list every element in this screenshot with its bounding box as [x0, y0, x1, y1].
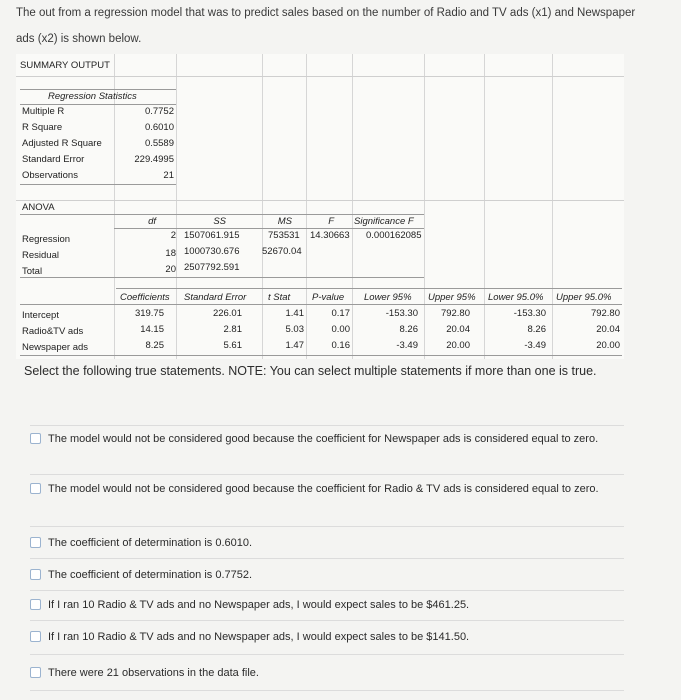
anova-header-ms: MS [277, 216, 292, 227]
option-label: The model would not be considered good because the coefficient for Radio & TV ads is considered equal to zero. [48, 483, 599, 495]
coef-header: Upper 95.0% [556, 292, 612, 303]
coef-row-label: Radio&TV ads [22, 326, 84, 337]
option-newspaper-zero[interactable] [30, 428, 630, 450]
option-radio-tv-zero[interactable] [30, 478, 630, 500]
option-sales-46125[interactable] [30, 594, 630, 616]
anova-header-df: df [148, 216, 156, 227]
coef-l95: -3.49 [396, 340, 418, 351]
coef-value: 14.15 [140, 324, 164, 335]
coef-header: Coefficients [120, 292, 170, 303]
stat-value: 21 [163, 170, 174, 181]
anova-header-f: F [328, 216, 334, 227]
anova-df: 20 [165, 264, 176, 275]
coef-p: 0.17 [331, 308, 350, 319]
question-intro: The out from a regression model that was to predict sales based on the number of Radio and TV ads (x1) and Newspaper ads (x2) is shown below. [16, 7, 636, 45]
anova-df: 2 [170, 230, 176, 241]
coef-u95: 20.00 [446, 340, 470, 351]
coef-header: t Stat [268, 292, 291, 303]
stat-label: Adjusted R Square [22, 138, 102, 149]
option-label: There were 21 observations in the data file. [48, 667, 259, 679]
anova-sig: 0.000162085 [366, 230, 422, 241]
option-label: The model would not be considered good because the coefficient for Newspaper ads is considered equal to zero. [48, 433, 599, 445]
coef-l950: -3.49 [524, 340, 546, 351]
coef-l95: 8.26 [399, 324, 418, 335]
anova-ms: 52670.04 [262, 246, 302, 257]
coef-p: 0.16 [331, 340, 350, 351]
coef-u950: 20.04 [596, 324, 620, 335]
option-r-square-07752[interactable] [30, 564, 630, 586]
coef-se: 2.81 [223, 324, 242, 335]
stat-value: 229.4995 [134, 154, 174, 165]
anova-title: ANOVA [22, 202, 55, 213]
stat-label: Standard Error [22, 154, 85, 165]
coef-t: 1.41 [285, 308, 304, 319]
coef-row-label: Intercept [22, 310, 59, 321]
option-r-square-06010[interactable] [30, 532, 630, 554]
coef-l95: -153.30 [385, 308, 418, 319]
coef-u950: 792.80 [590, 308, 620, 319]
coef-l950: -153.30 [513, 308, 546, 319]
anova-row-label: Regression [22, 234, 71, 245]
stat-label: Observations [22, 170, 78, 181]
coef-value: 319.75 [134, 308, 164, 319]
checkbox[interactable] [30, 599, 41, 610]
coef-se: 5.61 [223, 340, 242, 351]
option-sales-14150[interactable] [30, 626, 630, 648]
coef-u95: 792.80 [440, 308, 470, 319]
regression-output-image [16, 54, 624, 359]
anova-f: 14.30663 [310, 230, 350, 241]
coef-se: 226.01 [212, 308, 242, 319]
coef-p: 0.00 [331, 324, 350, 335]
coef-l950: 8.26 [527, 324, 546, 335]
checkbox[interactable] [30, 483, 41, 494]
anova-header-sig: Significance F [354, 216, 414, 227]
checkbox[interactable] [30, 433, 41, 444]
coef-row-label: Newspaper ads [22, 342, 89, 353]
anova-df: 18 [165, 248, 176, 259]
option-21-observations[interactable] [30, 662, 630, 684]
anova-header-ss: SS [213, 216, 226, 227]
option-label: The coefficient of determination is 0.7752. [48, 569, 253, 581]
anova-ss: 1000730.676 [184, 246, 240, 257]
option-label: If I ran 10 Radio & TV ads and no Newspaper ads, I would expect sales to be $461.25. [48, 599, 470, 611]
coef-header: Lower 95% [364, 292, 412, 303]
coef-u950: 20.00 [596, 340, 620, 351]
regression-statistics-title: Regression Statistics [48, 91, 137, 102]
coef-t: 5.03 [285, 324, 304, 335]
checkbox[interactable] [30, 569, 41, 580]
coef-header: P-value [312, 292, 345, 303]
checkbox[interactable] [30, 537, 41, 548]
coef-header: Lower 95.0% [488, 292, 544, 303]
summary-title: SUMMARY OUTPUT [20, 60, 110, 71]
stat-label: Multiple R [22, 106, 65, 117]
option-label: If I ran 10 Radio & TV ads and no Newspaper ads, I would expect sales to be $141.50. [48, 631, 470, 643]
coef-t: 1.47 [285, 340, 304, 351]
checkbox[interactable] [30, 667, 41, 678]
anova-ss: 1507061.915 [184, 230, 240, 241]
stat-value: 0.5589 [144, 138, 174, 149]
anova-row-label: Residual [22, 250, 59, 261]
stat-value: 0.7752 [144, 106, 174, 117]
anova-ms: 753531 [268, 230, 300, 241]
checkbox[interactable] [30, 631, 41, 642]
anova-row-label: Total [22, 266, 43, 277]
coef-u95: 20.04 [446, 324, 470, 335]
coef-header: Upper 95% [428, 292, 476, 303]
anova-ss: 2507792.591 [184, 262, 240, 273]
coef-header: Standard Error [184, 292, 247, 303]
option-label: The coefficient of determination is 0.6010. [48, 537, 253, 549]
coef-value: 8.25 [145, 340, 164, 351]
question-prompt: Select the following true statements. NOTE: You can select multiple statements if more than one is true. [24, 364, 597, 378]
stat-label: R Square [22, 122, 63, 133]
stat-value: 0.6010 [144, 122, 174, 133]
